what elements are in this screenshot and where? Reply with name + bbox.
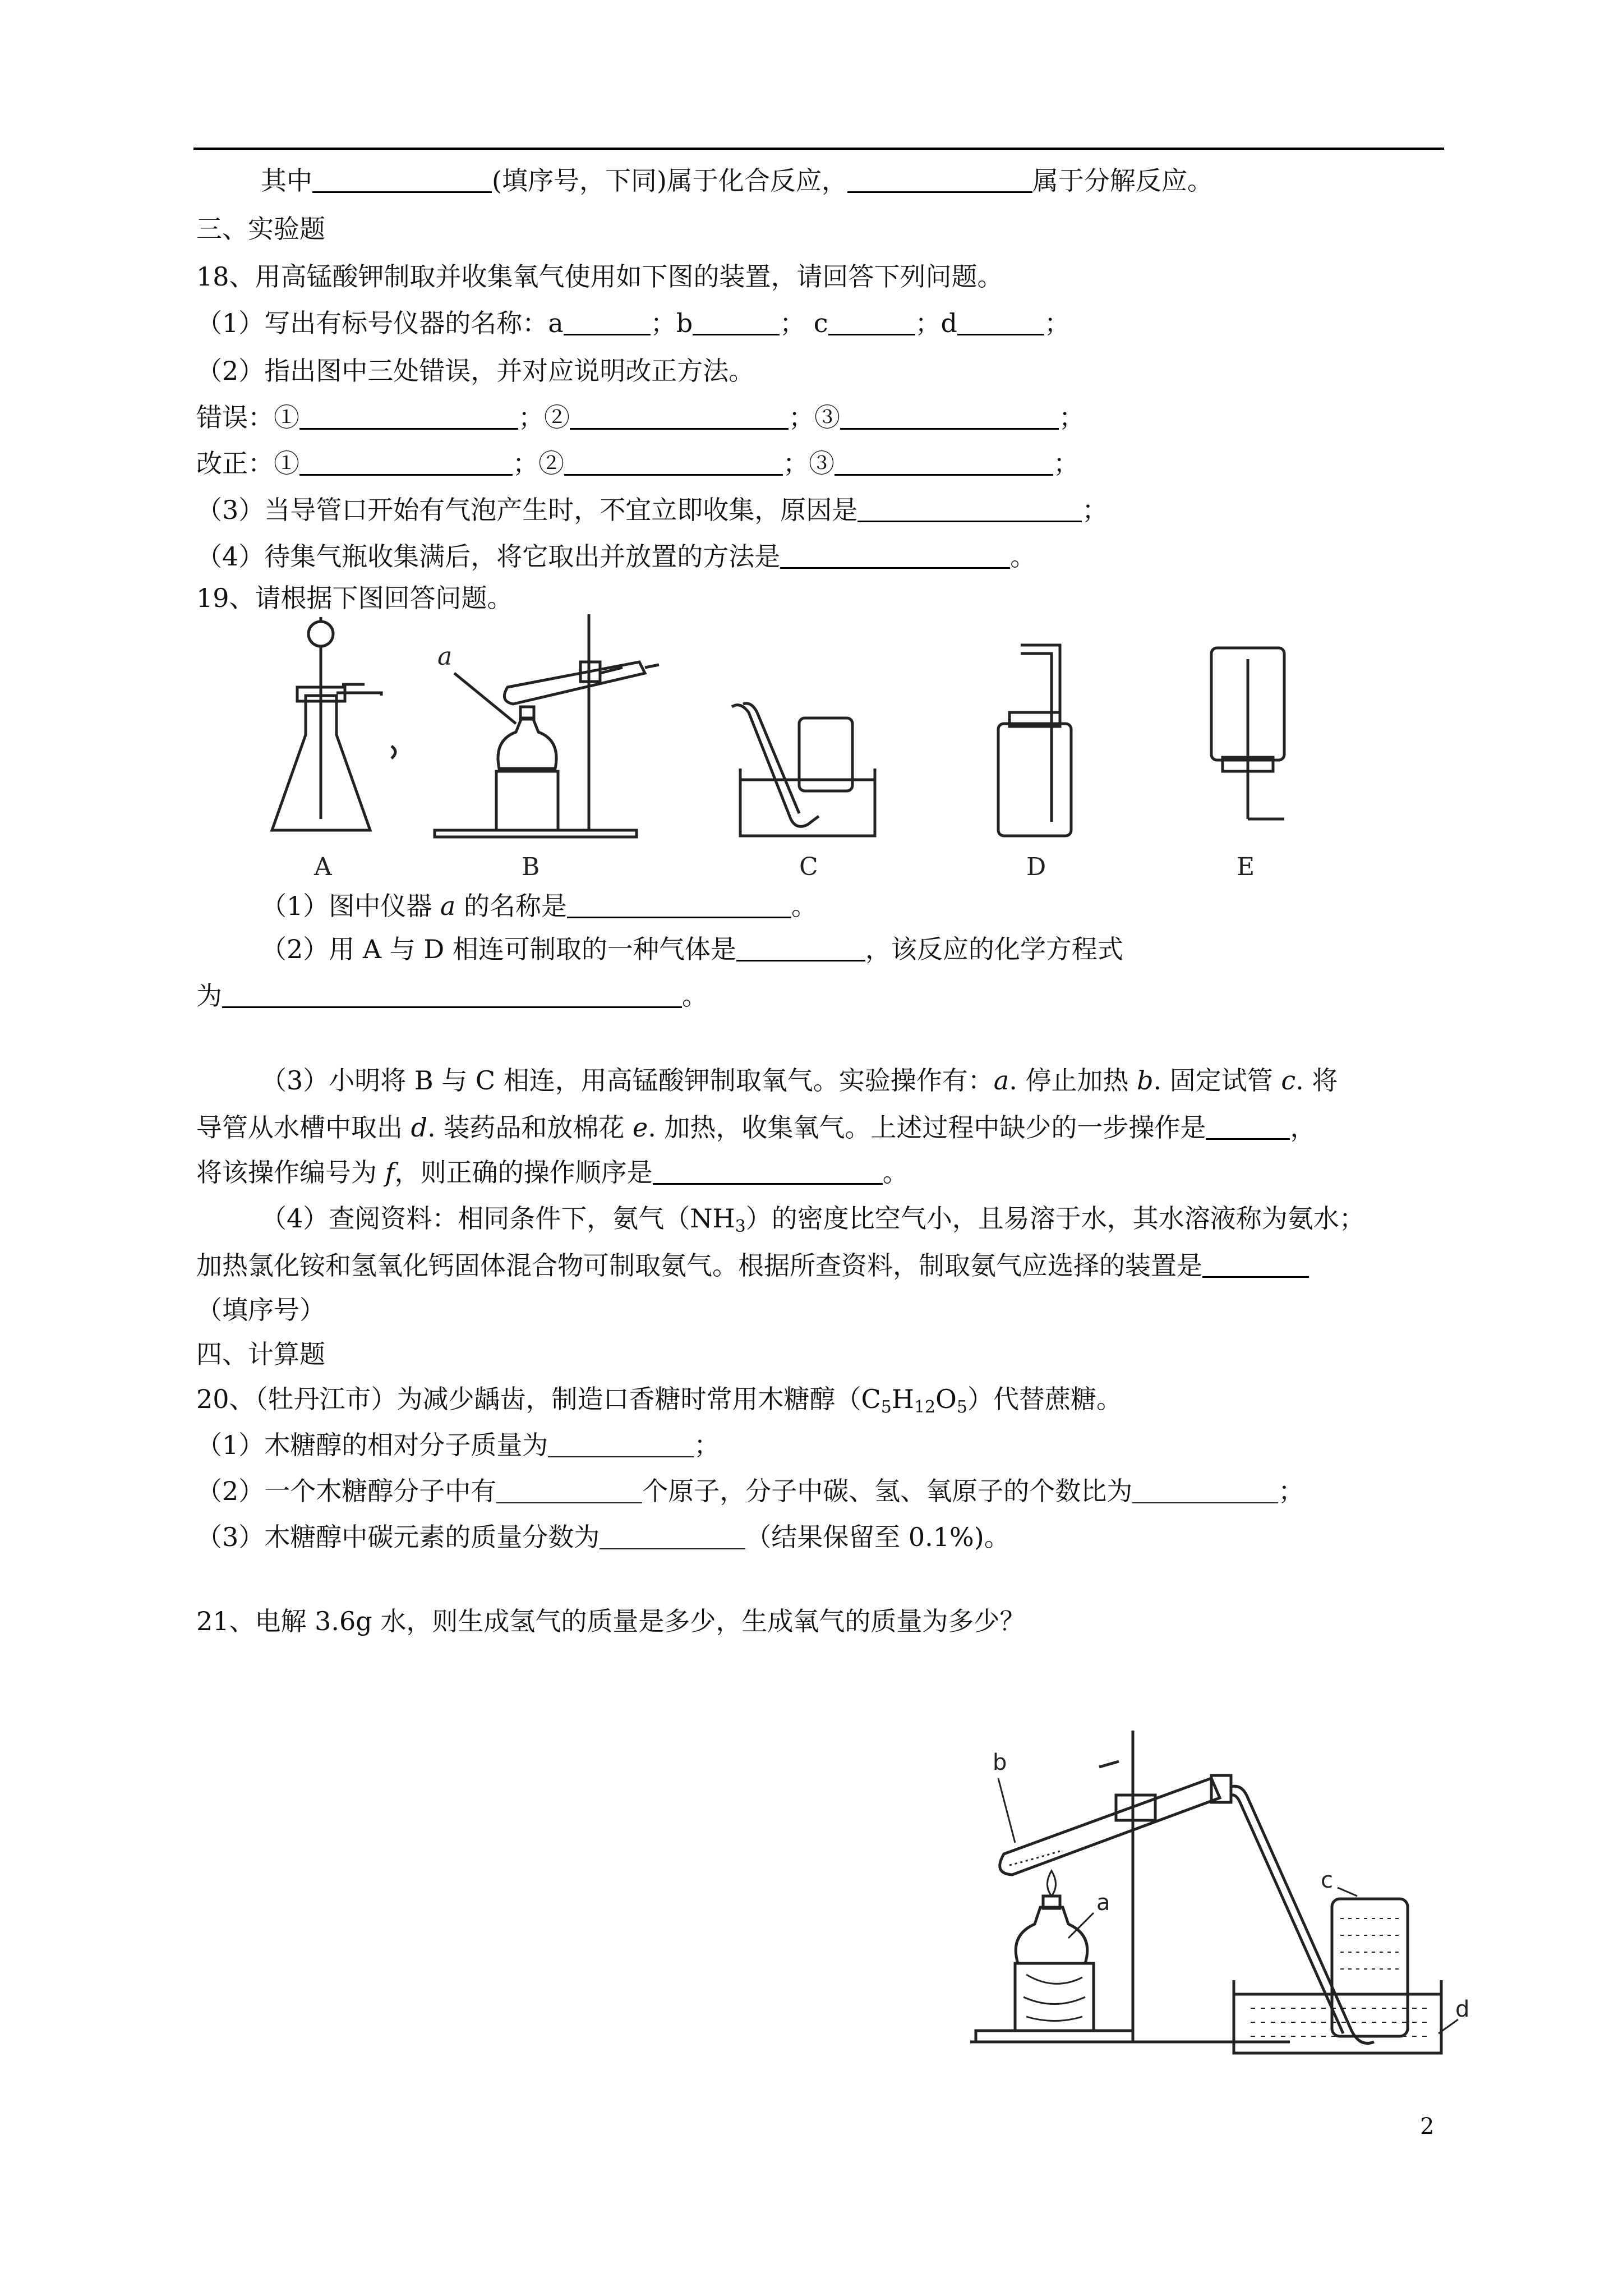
answer-blank[interactable]: [312, 165, 492, 193]
oxygen-setup-figure: [965, 1728, 1469, 2076]
q18-part1: （1）写出有标号仪器的名称：a ；b ； c ；d ；: [196, 308, 1070, 338]
answer-blank[interactable]: [496, 1476, 642, 1503]
water-collection-c: [732, 703, 875, 836]
answer-blank[interactable]: [828, 308, 915, 335]
answer-blank[interactable]: [299, 448, 513, 476]
page-number: 2: [1420, 2114, 1435, 2139]
label-a: a: [1096, 1890, 1110, 1916]
answer-blank[interactable]: [299, 402, 518, 430]
q18-part2: （2）指出图中三处错误，并对应说明改正方法。: [196, 356, 755, 386]
answer-blank[interactable]: [1206, 1112, 1290, 1140]
q20-part3: （3）木糖醇中碳元素的质量分数为 （结果保留至 0.1%)。: [196, 1522, 1010, 1552]
gas-jar-d: [998, 645, 1071, 836]
q20-part2: （2）一个木糖醇分子中有 个原子，分子中碳、氢、氧原子的个数比为 ；: [196, 1476, 1304, 1506]
q19-part4-line2: 加热氯化铵和氢氧化钙固体混合物可制取氨气。根据所查资料，制取氨气应选择的装置是: [196, 1249, 1309, 1282]
answer-blank[interactable]: [736, 934, 865, 961]
q19-part2: （2）用 A 与 D 相连可制取的一种气体是 ，该反应的化学方程式: [261, 934, 1123, 964]
answer-blank[interactable]: [847, 165, 1032, 193]
label-b: b: [993, 1750, 1007, 1775]
answer-blank[interactable]: [1132, 1476, 1278, 1503]
q19-part3-line3: 将该操作编号为 f，则正确的操作顺序是 。: [196, 1157, 909, 1188]
label-A: A: [314, 853, 332, 881]
answer-blank[interactable]: [693, 308, 780, 335]
label-E: E: [1237, 853, 1255, 881]
label-d: d: [1455, 1996, 1469, 2022]
q19-part2-line2: 为 。: [196, 981, 708, 1011]
apparatus-figure-ae: [252, 611, 1374, 892]
header-rule: [193, 148, 1444, 150]
q18-errors: 错误：① ；② ；③ ；: [196, 402, 1085, 432]
label-a: a: [437, 642, 453, 671]
answer-blank[interactable]: [780, 541, 1010, 569]
label-B: B: [522, 853, 540, 881]
answer-blank[interactable]: [957, 308, 1044, 335]
answer-blank[interactable]: [1202, 1250, 1309, 1278]
q20-part1: （1）木糖醇的相对分子质量为 ；: [196, 1430, 720, 1460]
answer-blank[interactable]: [570, 402, 789, 430]
answer-blank[interactable]: [857, 495, 1082, 522]
label-D: D: [1026, 853, 1046, 881]
flask-apparatus-a: [272, 617, 395, 830]
q18-stem: 18、用高锰酸钾制取并收集氧气使用如下图的装置，请回答下列问题。: [196, 261, 1003, 292]
section-title: 四、计算题: [196, 1339, 325, 1369]
q18-part3: （3）当导管口开始有气泡产生时，不宜立即收集，原因是 ；: [196, 495, 1108, 525]
answer-blank[interactable]: [548, 1430, 694, 1457]
label-C: C: [799, 853, 818, 881]
answer-blank[interactable]: [567, 891, 791, 918]
answer-blank[interactable]: [222, 981, 682, 1008]
q21-stem: 21、电解 3.6g 水，则生成氢气的质量是多少，生成氧气的质量为多少？: [196, 1606, 1026, 1636]
section-title: 三、实验题: [196, 214, 325, 244]
q19-part3-line2: 导管从水槽中取出 d. 装药品和放棉花 e. 加热，收集氧气。上述过程中缺少的一步操作是 ，: [196, 1112, 1316, 1143]
continuation-line: 其中 (填序号，下同)属于化合反应， 属于分解反应。: [261, 165, 1213, 196]
q19-stem: 19、请根据下图回答问题。: [196, 583, 513, 613]
q18-part4: （4）待集气瓶收集满后，将它取出并放置的方法是 。: [196, 541, 1036, 572]
answer-blank[interactable]: [600, 1522, 745, 1549]
answer-blank[interactable]: [653, 1157, 883, 1185]
q18-fixes: 改正：① ；② ；③ ；: [196, 448, 1079, 478]
label-c: c: [1321, 1867, 1333, 1893]
q19-part1: （1）图中仪器 a 的名称是 。: [261, 891, 817, 921]
q19-part4-line1: （4）查阅资料：相同条件下，氨气$(NH_3)$的密度比空气小，且易溶于水，其水溶液称为氨水；: [261, 1203, 1365, 1236]
q19-part3-line1: （3）小明将 B 与 C 相连，用高锰酸钾制取氧气。实验操作有：a. 停止加热 b. 固定试管 c. 将: [261, 1065, 1338, 1096]
gas-jar-e: [1211, 648, 1284, 819]
q20-stem: 20、（牡丹江市）为减少龋齿，制造口香糖时常用木糖醇$(C_5H_{12}O_5)$代替蔗糖。: [196, 1384, 1122, 1417]
answer-blank[interactable]: [564, 308, 651, 335]
answer-blank[interactable]: [564, 448, 783, 476]
answer-blank[interactable]: [834, 448, 1053, 476]
answer-blank[interactable]: [840, 402, 1059, 430]
heating-apparatus-b: [435, 614, 659, 837]
q19-part4-line3: （填序号）: [196, 1295, 325, 1325]
